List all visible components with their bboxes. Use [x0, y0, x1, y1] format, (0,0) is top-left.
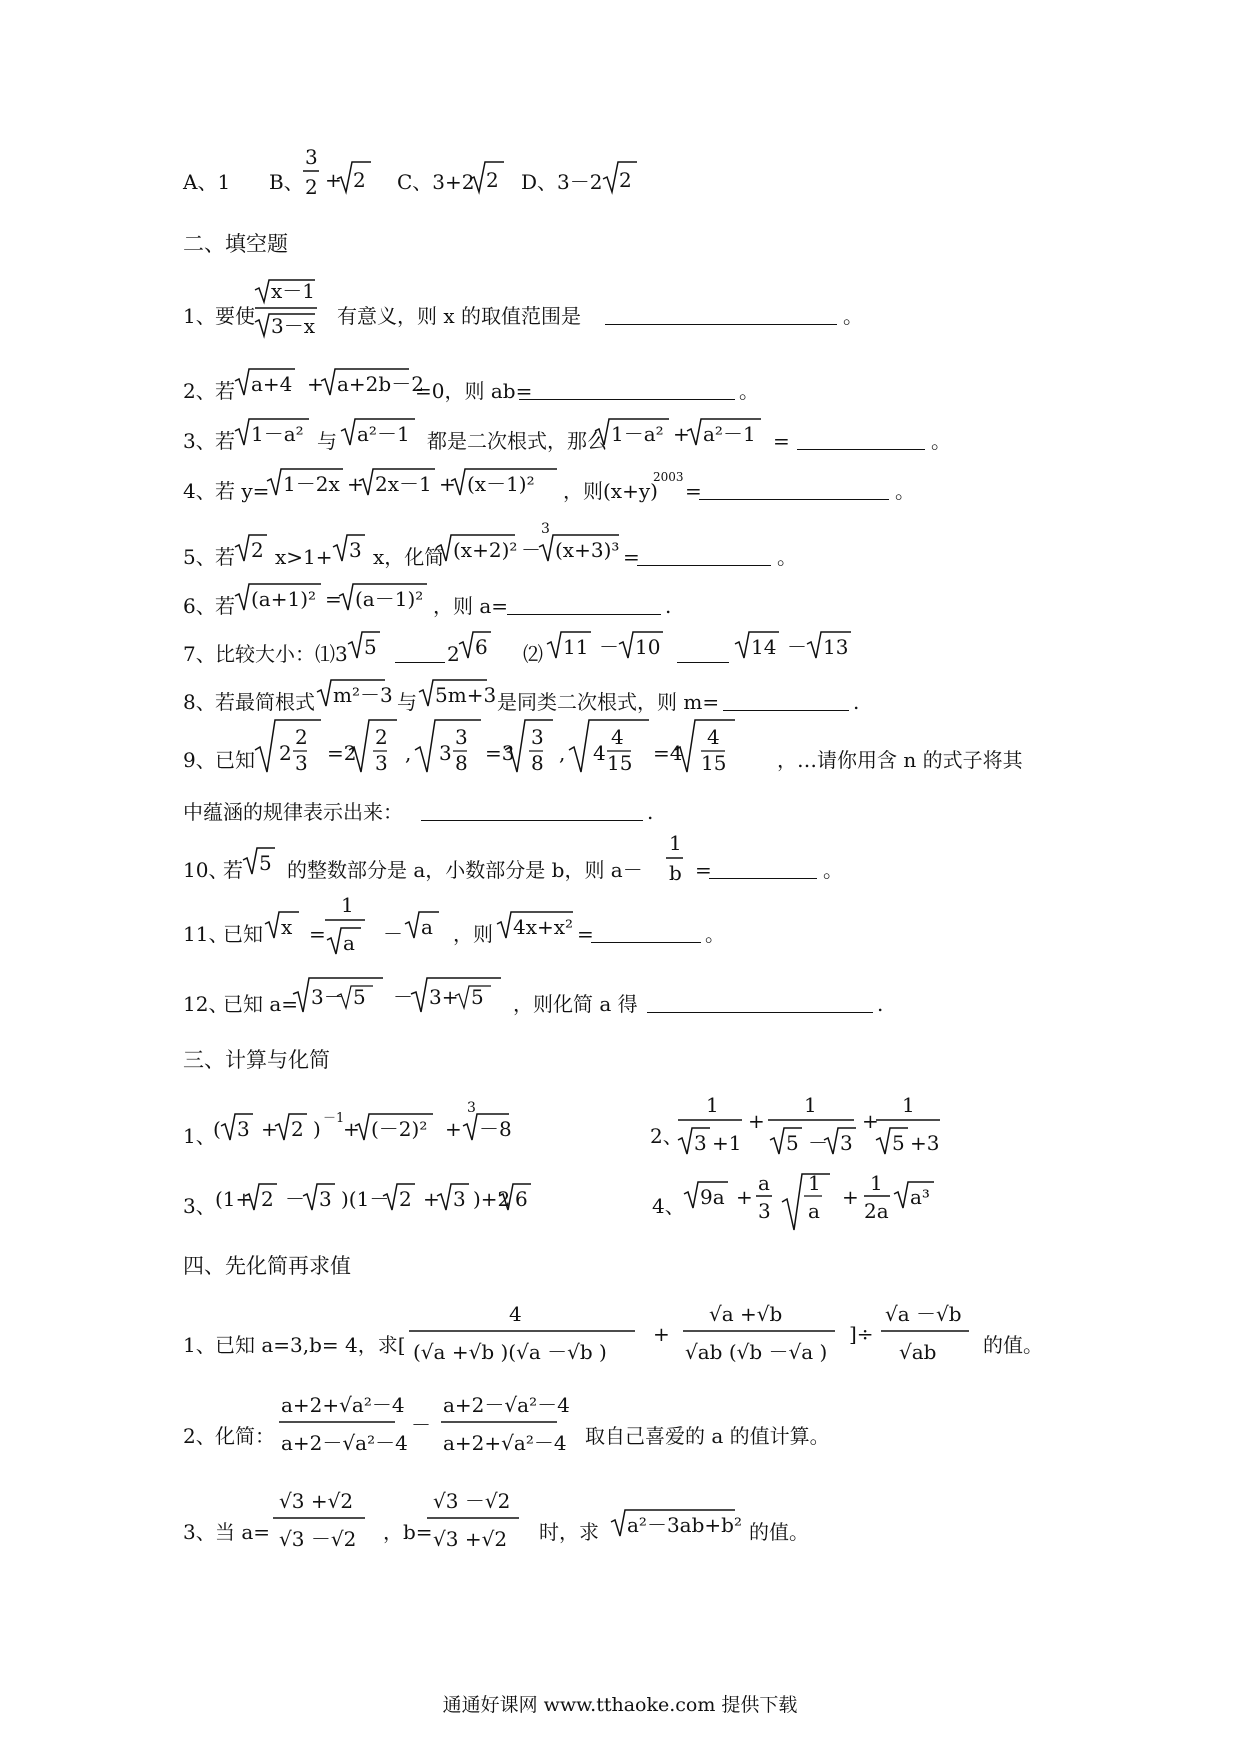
svg-text:b: b — [669, 861, 682, 885]
svg-text:3: 3 — [319, 1187, 332, 1211]
svg-text:13: 13 — [823, 635, 849, 659]
svg-text:－: － — [411, 1413, 431, 1437]
svg-text:3+: 3+ — [429, 985, 459, 1009]
fraction-numerator: 3 — [305, 145, 318, 169]
radical — [265, 910, 305, 950]
svg-text:－8: －8 — [479, 1117, 512, 1141]
radical — [419, 678, 499, 718]
svg-text:a+4: a+4 — [251, 372, 293, 396]
svg-text:2x－1: 2x－1 — [375, 472, 432, 496]
svg-text:3: 3 — [758, 1199, 771, 1223]
svg-text:1: 1 — [870, 1171, 883, 1195]
svg-text:1: 1 — [804, 1093, 817, 1117]
svg-text:(－2)²: (－2)² — [371, 1117, 428, 1141]
answer-blank[interactable] — [421, 820, 643, 821]
choice-a: A、1 — [183, 170, 231, 194]
svg-text:4: 4 — [593, 741, 606, 765]
choice-d-label: D、3－2 — [521, 170, 603, 194]
radical — [235, 533, 275, 573]
fraction-a — [273, 1489, 373, 1572]
svg-text:2: 2 — [261, 1187, 274, 1211]
svg-text:3: 3 — [295, 751, 308, 775]
radical-equation — [235, 582, 465, 622]
evaluate-expression-1 — [409, 1302, 989, 1385]
svg-text:]÷: ]÷ — [849, 1322, 874, 1346]
svg-text:1: 1 — [902, 1093, 915, 1117]
svg-text:14: 14 — [751, 635, 777, 659]
calc-expression-2 — [678, 1093, 968, 1172]
section-3-title: 三、计算与化简 — [183, 1048, 330, 1072]
svg-text:)+2: )+2 — [473, 1187, 511, 1211]
svg-text:－: － — [787, 635, 807, 659]
svg-text:1: 1 — [808, 1171, 821, 1195]
calc-expression-4 — [684, 1168, 944, 1240]
svg-text:2: 2 — [251, 538, 264, 562]
radical — [243, 846, 283, 886]
svg-text:(: ( — [213, 1117, 221, 1141]
svg-text:1－a²: 1－a² — [611, 422, 664, 446]
svg-text:(a－1)²: (a－1)² — [355, 587, 424, 611]
radical — [341, 417, 421, 457]
svg-text:a+2+√a²－4: a+2+√a²－4 — [281, 1393, 405, 1417]
radical — [235, 417, 315, 457]
svg-text:a: a — [758, 1171, 770, 1195]
svg-text:x: x — [281, 915, 293, 939]
svg-text:2: 2 — [353, 168, 366, 192]
svg-text:+: + — [423, 1187, 440, 1211]
radical — [497, 910, 577, 950]
svg-text:3－: 3－ — [311, 985, 344, 1009]
svg-text:3: 3 — [541, 521, 550, 537]
svg-text:8: 8 — [531, 751, 544, 775]
answer-blank[interactable] — [507, 614, 661, 615]
svg-text:1: 1 — [341, 893, 354, 917]
svg-text:(a+1)²: (a+1)² — [251, 587, 317, 611]
svg-text:4x+x²: 4x+x² — [513, 915, 574, 939]
svg-text:x－1: x－1 — [271, 279, 316, 303]
nested-radicals — [293, 974, 523, 1024]
svg-text:3: 3 — [453, 1187, 466, 1211]
svg-text:+: + — [673, 422, 690, 446]
svg-text:+: + — [862, 1109, 879, 1133]
pattern-radicals — [255, 714, 775, 790]
svg-text:－: － — [599, 635, 619, 659]
svg-text:√3 +√2: √3 +√2 — [433, 1527, 508, 1551]
svg-text:a²－1: a²－1 — [357, 422, 410, 446]
svg-text:－: － — [285, 1187, 305, 1211]
svg-text:+: + — [439, 472, 456, 496]
calc-expression-1 — [213, 1100, 513, 1152]
svg-text:2: 2 — [375, 725, 388, 749]
svg-text:+: + — [748, 1109, 765, 1133]
answer-blank[interactable] — [647, 1012, 873, 1013]
svg-text:a: a — [421, 915, 433, 939]
svg-text:a³: a³ — [910, 1185, 930, 1209]
svg-text:(1+: (1+ — [215, 1187, 253, 1211]
choice-b-expression — [301, 145, 411, 214]
svg-text:(x+2)²: (x+2)² — [453, 538, 518, 562]
svg-text:15: 15 — [701, 751, 727, 775]
svg-text:5: 5 — [892, 1131, 905, 1155]
svg-text:2: 2 — [619, 168, 632, 192]
svg-text:5: 5 — [364, 635, 377, 659]
svg-text:a²－3ab+b²: a²－3ab+b² — [627, 1513, 742, 1537]
radical-expression — [267, 467, 577, 507]
svg-text:+: + — [347, 472, 364, 496]
svg-text:1－2x: 1－2x — [283, 472, 340, 496]
svg-text:+: + — [343, 1117, 360, 1141]
radical — [317, 678, 397, 718]
svg-text:a: a — [808, 1199, 820, 1223]
svg-text:3: 3 — [237, 1117, 250, 1141]
radical-expression — [437, 521, 637, 573]
section-4-title: 四、先化简再求值 — [183, 1254, 351, 1278]
choice-b-label: B、 — [269, 170, 304, 194]
svg-text:a+2+√a²－4: a+2+√a²－4 — [443, 1431, 567, 1455]
radical — [405, 910, 445, 950]
answer-blank[interactable] — [519, 399, 735, 400]
svg-text:5: 5 — [353, 985, 366, 1009]
answer-blank[interactable] — [605, 324, 837, 325]
svg-text:3: 3 — [467, 1100, 476, 1116]
svg-text:2: 2 — [291, 1117, 304, 1141]
svg-text:a+2－√a²－4: a+2－√a²－4 — [281, 1431, 408, 1455]
radical — [333, 533, 373, 573]
svg-text:√a +√b: √a +√b — [709, 1302, 783, 1326]
svg-text:－: － — [808, 1131, 828, 1155]
radical-difference — [547, 630, 677, 670]
svg-text:5: 5 — [259, 851, 272, 875]
svg-text:): ) — [313, 1117, 321, 1141]
answer-blank[interactable] — [395, 662, 445, 663]
svg-text:+: + — [325, 168, 342, 192]
svg-text:2: 2 — [295, 725, 308, 749]
svg-text:2: 2 — [399, 1187, 412, 1211]
svg-text:1－a²: 1－a² — [251, 422, 304, 446]
svg-text:5m+3: 5m+3 — [435, 683, 497, 707]
svg-text:11: 11 — [563, 635, 589, 659]
answer-blank[interactable] — [709, 878, 817, 879]
fraction-denominator: 2 — [305, 175, 318, 199]
svg-text:1: 1 — [669, 831, 682, 855]
svg-text:+1: +1 — [712, 1131, 742, 1155]
svg-text:3: 3 — [694, 1131, 707, 1155]
radical — [459, 630, 499, 670]
svg-text:(x+3)³: (x+3)³ — [555, 538, 620, 562]
calc-expression-3 — [215, 1182, 535, 1222]
svg-text:a: a — [343, 931, 355, 955]
svg-text:10: 10 — [635, 635, 661, 659]
svg-text:√ab (√b －√a ): √ab (√b －√a ) — [685, 1340, 828, 1364]
svg-text:√3 －√2: √3 －√2 — [433, 1489, 511, 1513]
svg-text:－1: －1 — [323, 1111, 345, 1126]
radical-difference — [735, 630, 865, 670]
answer-blank[interactable] — [637, 565, 771, 566]
section-2-title: 二、填空题 — [183, 232, 288, 256]
svg-text:1: 1 — [706, 1093, 719, 1117]
svg-text:3: 3 — [439, 741, 452, 765]
fraction — [325, 893, 373, 970]
svg-text:,: , — [559, 741, 566, 765]
document-page: A、1 B、 3 2 + 2 C、3+2 2 D、3－2 2 二、填空题 1、 要使 x－1 3－x 有意义，则 x 的取值范围是 。 2、 若 a+4 + a+2b－2 =0，则 ab= 。 3、 若 1－a² 与 a²－1 都是二次根式，那么 1－a² + a²－1 = 。 4、 若 y= 1－2x + 2x－1 + (x－1)² ，则(x+y) 2003 = 。 5、 若 2 x>1+ 3 x，化简 (x+2)² － 3 (x+3)³ = 。 6、 若 (a+1)² = (a－1)² ，则 a= . 7、 比较大小：⑴3 5 2 6 ⑵ 11 － 10 14 － 13 8、 若最简根式 m²－3 与 5m+3 是同类二次根式，则 m= . 9、 已知 2 2 3 =2 2 3 , 3 3 8 =3 3 8 , 4 4 15 =4 4 15 ，…请你用含 n 的式子将其 中蕴涵的规律表示出来： . 10、 若 5 的整数部分是 a，小数部分是 b，则 a－ 1 b = 。 11、 已知 x = 1 a － a ，则 4x+x² = 。 12、 已知 a= 3－ 5 － 3+ 5 ，则化简 a 得 . 三、计算与化简 1、 ( 3 + 2 ) －1 + (－2)² + 3 －8 2、 1 3 +1 + 1 5 － 3 + 1 5 +3 3、 (1+ 2 － 3 )(1－ 2 + 3 )+2 6 4、 9a + a 3 1 a + 1 2a a³ 四、先化简再求值 1、 已知 a=3,b= 4，求[ 4 (√a +√b )(√a －√b ) + √a +√b √ab (√b －√a ) ]÷ √a －√b √ab 的值。 2、 化简： a+2+√a²－4 a+2－√a²－4 － a+2－√a²－4 a+2+√a²－4 取自己喜爱的 a 的值计算。 3、 当 a= √3 +√2 √3 －√2 ，b= √3 －√2 √3 +√2 时，求 a²－3ab+b² 的值。 通通好课网 www.tthaoke.com 提供下载 — [0, 0, 1240, 1754]
svg-text:=: = — [325, 587, 342, 611]
svg-text:5: 5 — [786, 1131, 799, 1155]
choice-c-radical — [470, 152, 510, 196]
svg-text:3: 3 — [455, 725, 468, 749]
svg-text:+3: +3 — [910, 1131, 940, 1155]
svg-text:15: 15 — [607, 751, 633, 775]
svg-text:9a: 9a — [700, 1185, 725, 1209]
svg-text:4: 4 — [611, 725, 624, 749]
svg-text:3: 3 — [349, 538, 362, 562]
svg-text:,: , — [405, 741, 412, 765]
radical — [611, 1508, 741, 1548]
svg-text:+: + — [261, 1117, 278, 1141]
svg-text:=3: =3 — [485, 741, 515, 765]
svg-text:√ab: √ab — [899, 1340, 937, 1364]
svg-text:2: 2 — [486, 168, 499, 192]
svg-text:+: + — [842, 1185, 859, 1209]
fraction-radical — [255, 278, 327, 350]
svg-text:3: 3 — [840, 1131, 853, 1155]
evaluate-expression-2 — [279, 1393, 570, 1476]
svg-text:(√a +√b )(√a －√b ): (√a +√b )(√a －√b ) — [413, 1340, 607, 1364]
svg-text:3: 3 — [375, 751, 388, 775]
svg-text:√3 +√2: √3 +√2 — [279, 1489, 354, 1513]
radical-sum — [595, 417, 785, 457]
svg-text:6: 6 — [475, 635, 488, 659]
svg-text:+: + — [445, 1117, 462, 1141]
radical — [348, 630, 388, 670]
svg-text:+: + — [736, 1185, 753, 1209]
svg-text:4: 4 — [707, 725, 720, 749]
svg-text:+: + — [307, 372, 324, 396]
svg-text:5: 5 — [471, 985, 484, 1009]
svg-text:(x－1)²: (x－1)² — [467, 472, 535, 496]
svg-text:a²－1: a²－1 — [703, 422, 756, 446]
choice-d-radical — [603, 152, 643, 196]
page-footer: 通通好课网 www.tthaoke.com 提供下载 — [442, 1694, 798, 1716]
svg-text:)(1－: )(1－ — [341, 1187, 390, 1211]
svg-text:a+2－√a²－4: a+2－√a²－4 — [443, 1393, 570, 1417]
svg-text:3: 3 — [531, 725, 544, 749]
answer-blank[interactable] — [699, 499, 889, 500]
svg-text:8: 8 — [455, 751, 468, 775]
svg-text:+: + — [653, 1322, 670, 1346]
svg-text:m²－3: m²－3 — [333, 683, 393, 707]
svg-text:6: 6 — [515, 1187, 528, 1211]
answer-blank[interactable] — [677, 662, 729, 663]
svg-text:2: 2 — [279, 741, 292, 765]
fraction — [665, 831, 687, 898]
svg-text:3－x: 3－x — [271, 314, 316, 338]
svg-text:=4: =4 — [653, 741, 683, 765]
svg-text:a+2b－2: a+2b－2 — [337, 372, 424, 396]
answer-blank[interactable] — [591, 942, 701, 943]
svg-text:2a: 2a — [864, 1199, 889, 1223]
svg-text:－: － — [393, 985, 413, 1009]
svg-text:4: 4 — [509, 1302, 522, 1326]
svg-text:－: － — [521, 538, 541, 562]
answer-blank[interactable] — [797, 449, 925, 450]
choice-c-label: C、3+2 — [397, 170, 475, 194]
svg-text:=2: =2 — [327, 741, 357, 765]
svg-text:√a －√b: √a －√b — [885, 1302, 962, 1326]
svg-text:√3 －√2: √3 －√2 — [279, 1527, 357, 1551]
answer-blank[interactable] — [723, 710, 849, 711]
fraction-b — [427, 1489, 527, 1572]
